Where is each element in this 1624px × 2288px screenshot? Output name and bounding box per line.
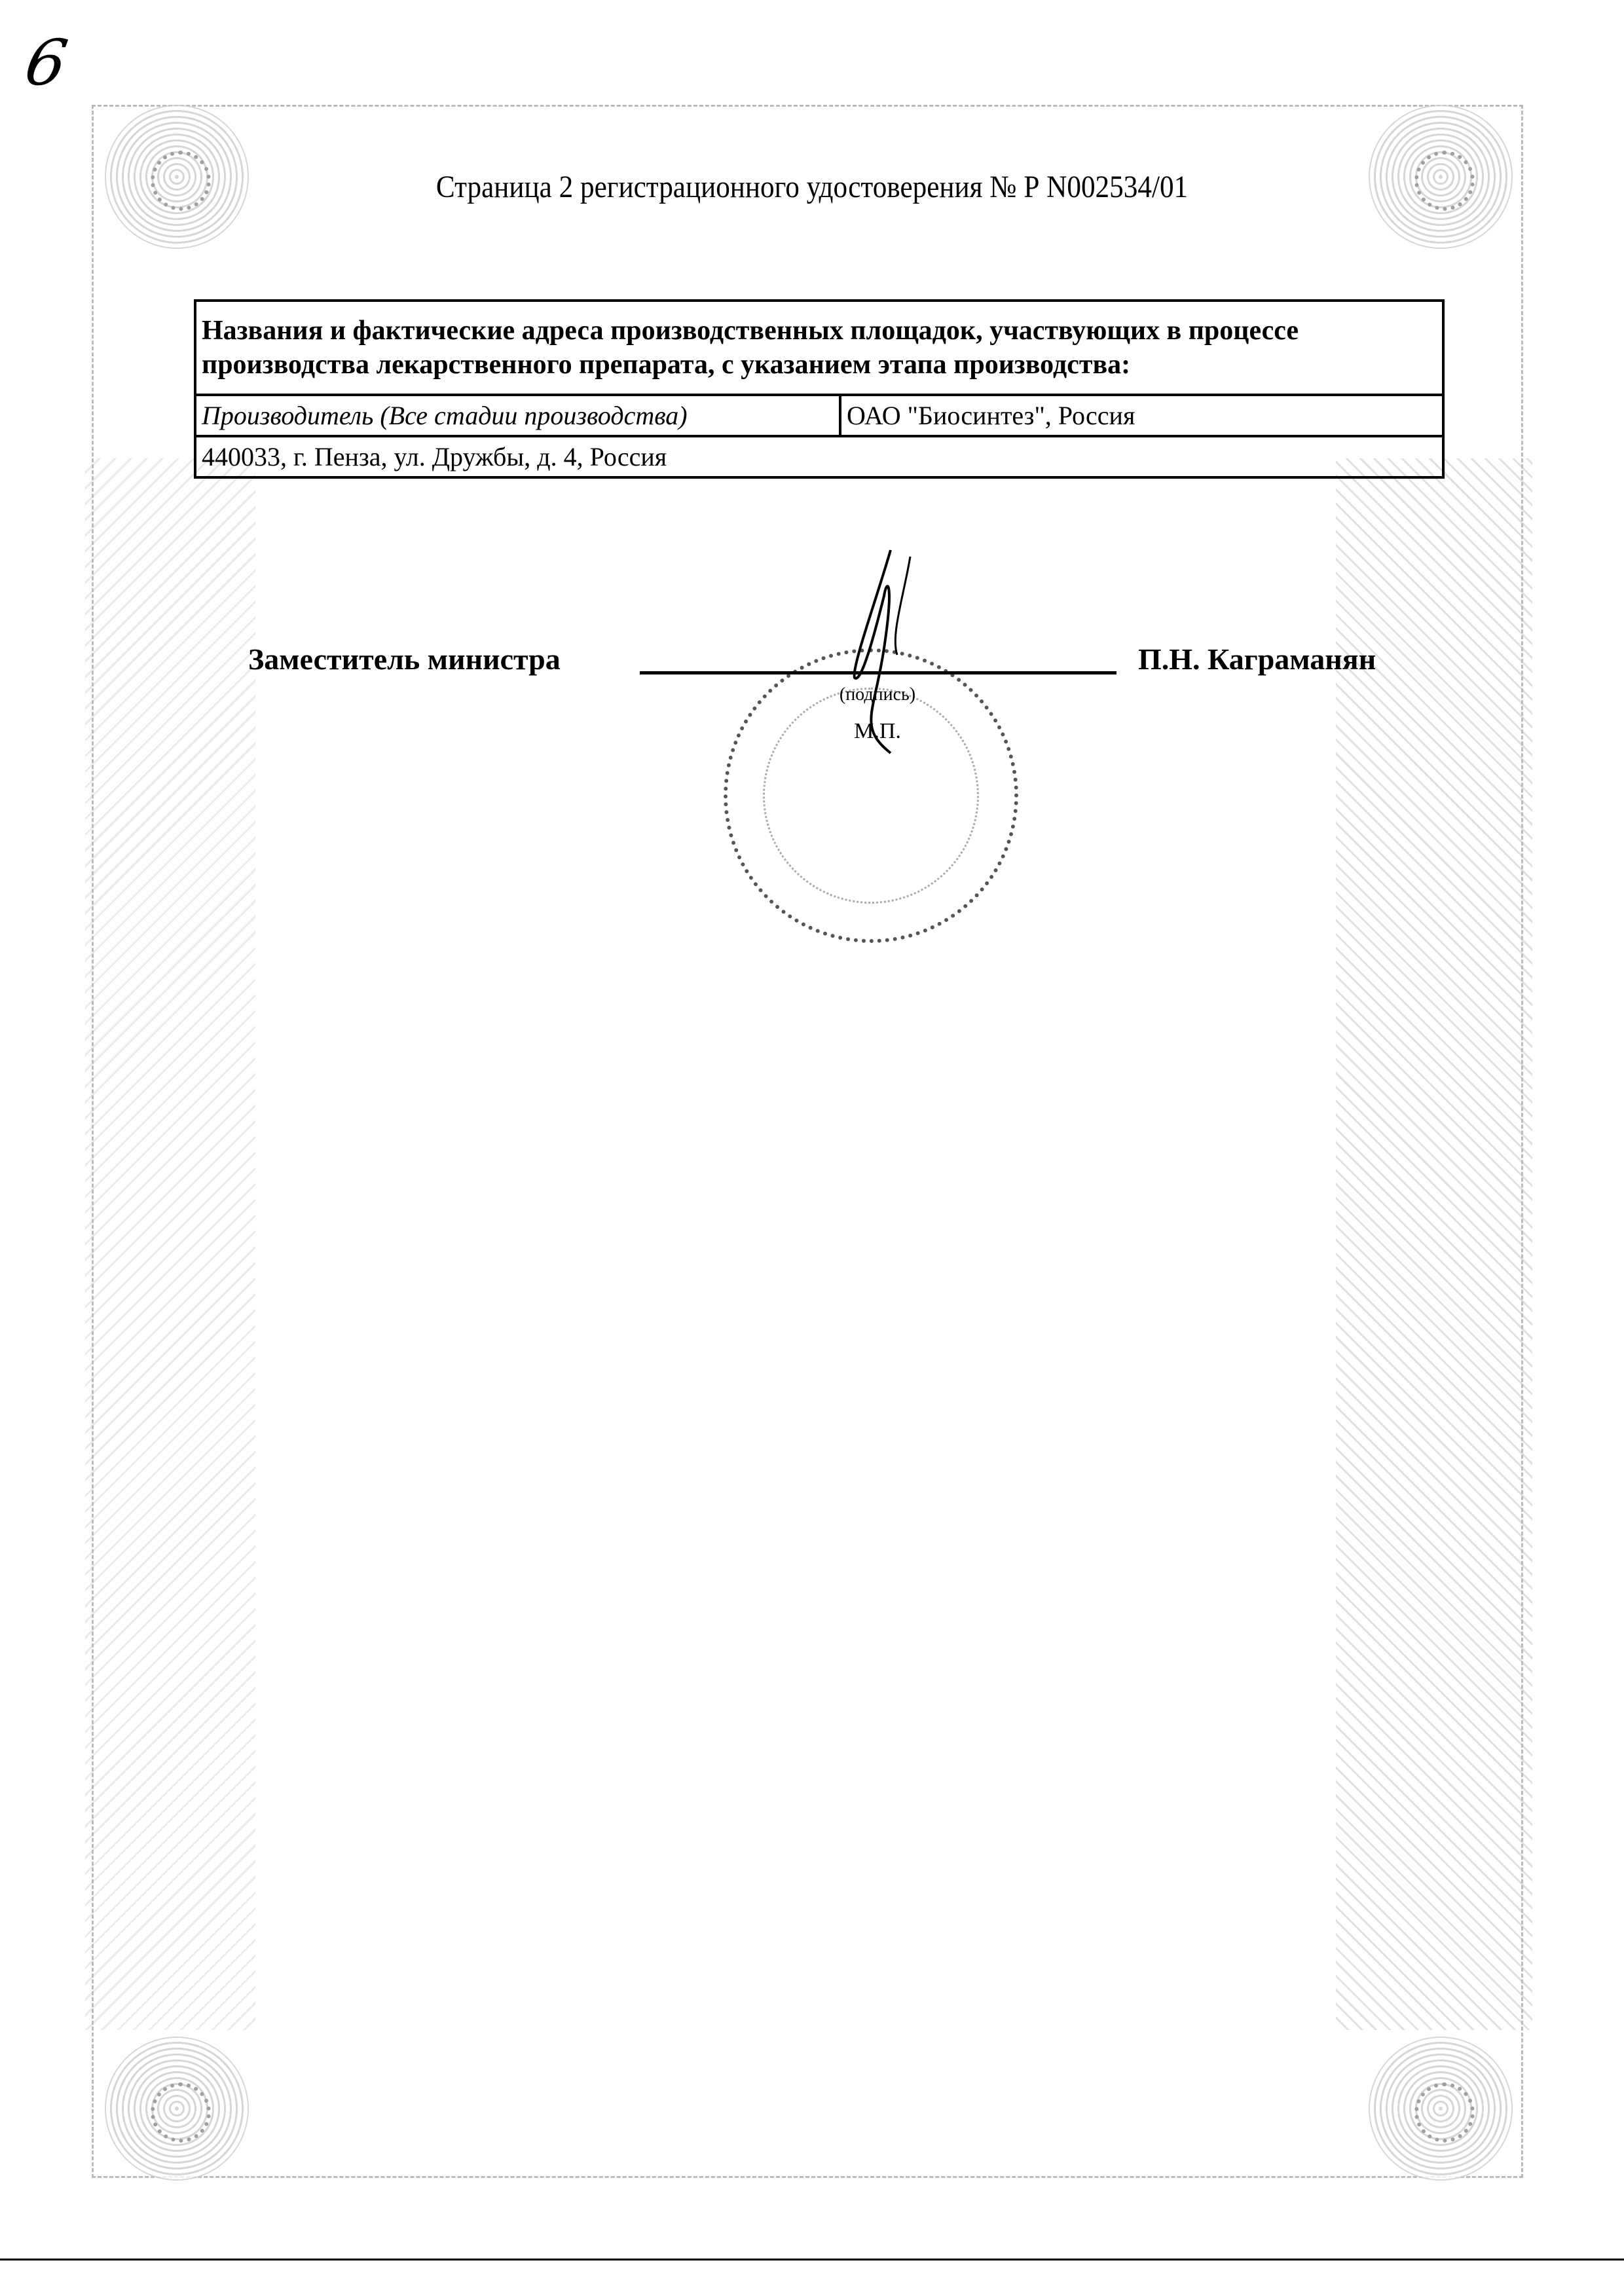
manufacturer-role: Производитель (Все стадии производства): [195, 395, 840, 436]
table-row: [195, 395, 1443, 436]
table-heading: Названия и фактические адреса производственных площадок, участвующих в процессе производства лекарственного препарата, с указанием этапа производства:: [195, 301, 1443, 395]
table-row: [195, 436, 1443, 477]
signatory-name: П.Н. Каграманян: [1138, 642, 1376, 676]
corner-rosette-icon: [105, 2037, 249, 2181]
manufacturer-address: 440033, г. Пенза, ул. Дружбы, д. 4, Россия: [195, 436, 1443, 477]
signature-caption: (подпись): [839, 684, 916, 705]
corner-rosette-icon: [1369, 2037, 1513, 2181]
table-row: [195, 301, 1443, 395]
manufacturer-company: ОАО "Биосинтез", Россия: [840, 395, 1443, 436]
seal-label: М.П.: [854, 719, 901, 743]
page-bottom-edge: [0, 2259, 1624, 2260]
page-header: Страница 2 регистрационного удостоверения № Р N002534/01: [435, 170, 1189, 204]
production-sites-table: [194, 299, 1445, 479]
signatory-title: Заместитель министра: [248, 642, 561, 676]
handwritten-page-number: 6: [20, 26, 73, 100]
signature-line: [640, 671, 1116, 674]
